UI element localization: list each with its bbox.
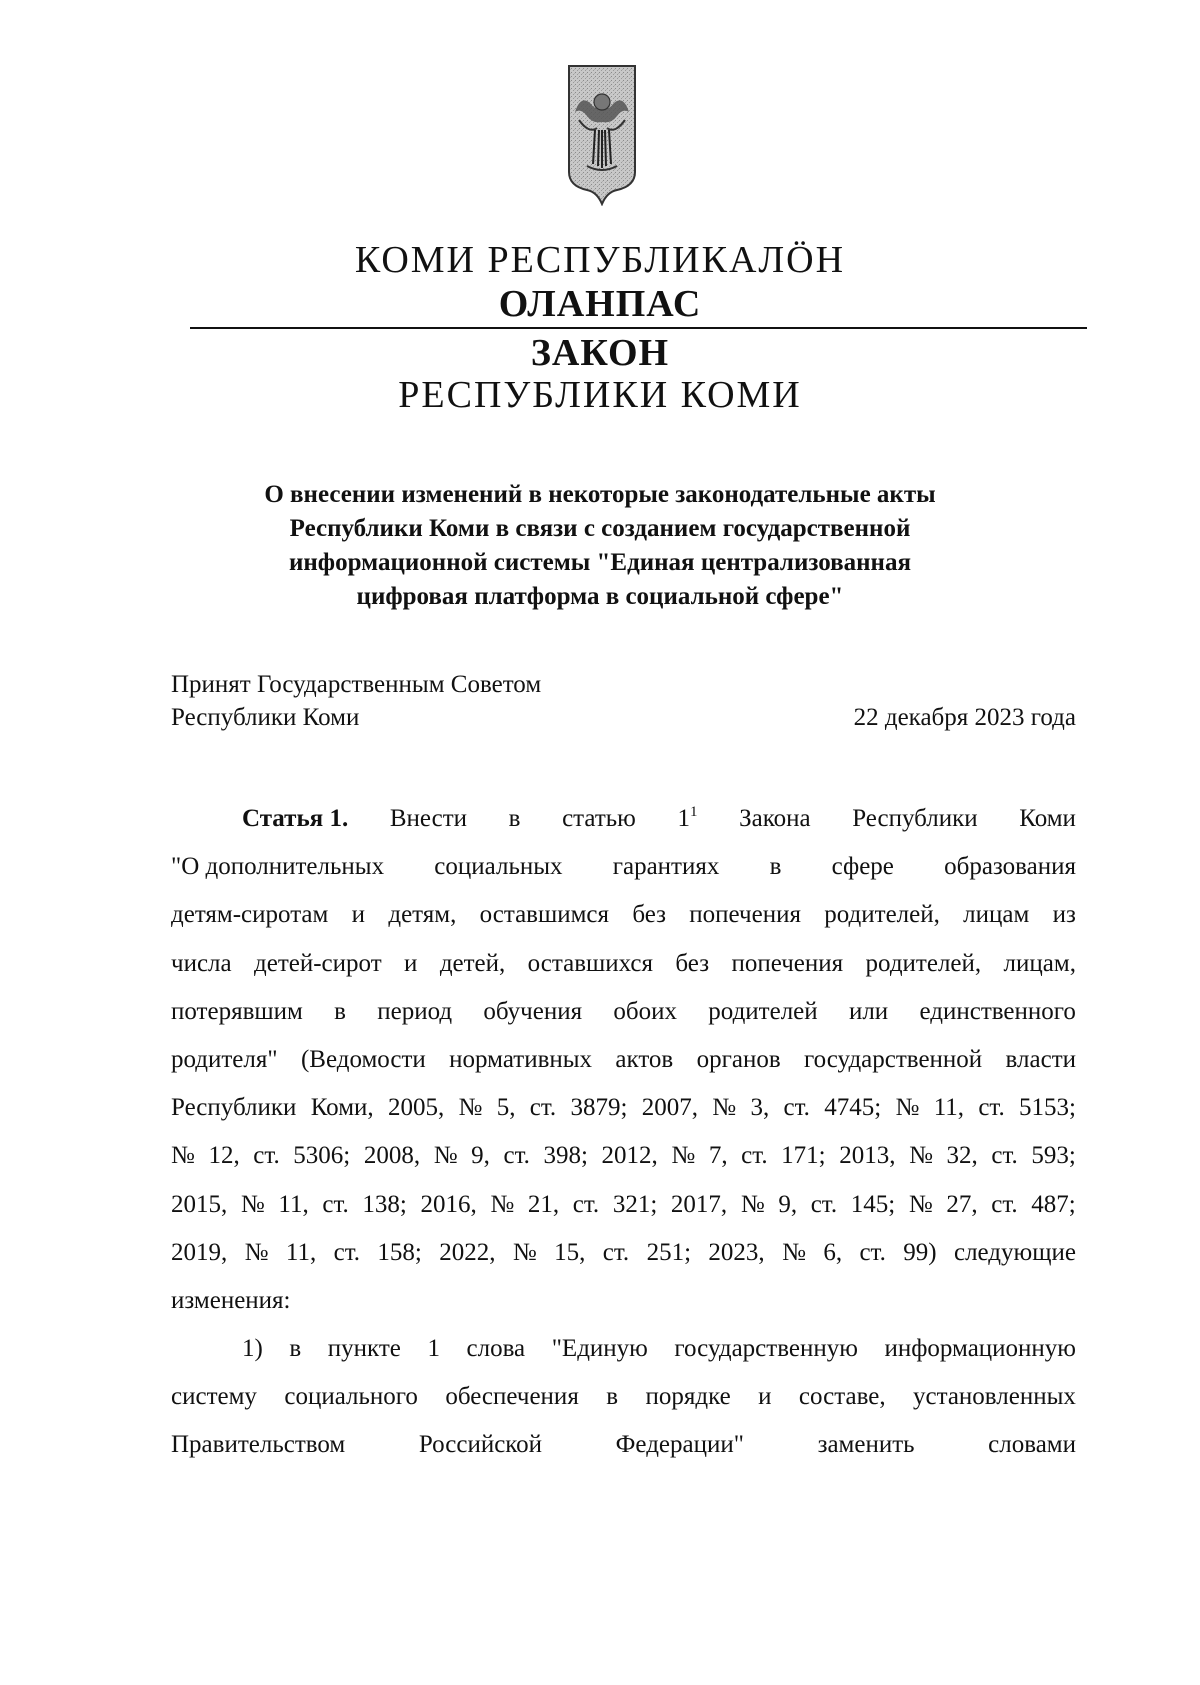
word: 171; bbox=[781, 1142, 826, 1170]
word: органов bbox=[696, 1045, 781, 1073]
word: оставшихся bbox=[527, 949, 654, 977]
word: "Единую bbox=[551, 1335, 648, 1363]
word: государственную bbox=[674, 1335, 858, 1363]
word: ст. bbox=[333, 1238, 361, 1266]
word: 99) bbox=[903, 1238, 937, 1266]
word: пункте bbox=[327, 1335, 401, 1363]
word: № bbox=[782, 1238, 806, 1266]
word: лицам, bbox=[1003, 949, 1076, 977]
word: № bbox=[240, 1190, 265, 1218]
article-1-line bbox=[171, 1132, 1076, 1180]
header-komi-republic: КОМИ РЕСПУБЛИКАЛӦН bbox=[354, 239, 846, 281]
word: 15, bbox=[554, 1238, 586, 1266]
word: попечения bbox=[731, 949, 844, 977]
word: 5, bbox=[496, 1094, 516, 1122]
adoption-line: Республики Коми bbox=[171, 704, 360, 731]
adoption-date: 22 декабря 2023 года bbox=[853, 704, 1076, 731]
word: Коми bbox=[1019, 805, 1076, 832]
word: следующие bbox=[953, 1238, 1076, 1266]
law-title-line: О внесении изменений в некоторые законодательные акты bbox=[264, 481, 936, 508]
word: Республики bbox=[852, 805, 978, 832]
word: № bbox=[171, 1142, 195, 1170]
word: № bbox=[512, 1238, 537, 1266]
word: нормативных bbox=[449, 1045, 593, 1073]
word: 5153; bbox=[1019, 1094, 1076, 1122]
word: (Ведомости bbox=[300, 1045, 426, 1073]
word: 398; bbox=[543, 1142, 588, 1170]
word: единственного bbox=[919, 997, 1076, 1025]
word: в bbox=[769, 853, 782, 881]
word: 21, bbox=[527, 1190, 560, 1218]
word: числа bbox=[171, 949, 232, 977]
word: обеспечения bbox=[445, 1383, 579, 1411]
article-1-line bbox=[171, 1036, 1076, 1084]
word: детей-сирот bbox=[254, 949, 382, 977]
word: установленных bbox=[913, 1383, 1076, 1411]
article-1-line bbox=[171, 891, 1076, 939]
word: детям, bbox=[388, 901, 457, 929]
word: 4745; bbox=[824, 1094, 882, 1122]
word: 12, bbox=[208, 1142, 240, 1170]
word: 145; bbox=[850, 1190, 896, 1218]
word: статью bbox=[562, 805, 636, 832]
word: обучения bbox=[483, 997, 583, 1025]
article-1 bbox=[171, 795, 1076, 1470]
word: и bbox=[404, 949, 418, 977]
word: актов bbox=[615, 1045, 674, 1073]
word: № bbox=[433, 1142, 458, 1170]
word: 2005, bbox=[387, 1094, 445, 1122]
word: государственной bbox=[804, 1045, 983, 1073]
word: 2017, bbox=[670, 1190, 728, 1218]
word: ст. bbox=[602, 1238, 630, 1266]
word: 2023, bbox=[708, 1238, 765, 1266]
word: № bbox=[712, 1094, 737, 1122]
word: № bbox=[490, 1190, 515, 1218]
word: ст. bbox=[253, 1142, 280, 1170]
word: № bbox=[895, 1094, 920, 1122]
word: сфере bbox=[831, 853, 894, 881]
article-1-line bbox=[171, 1181, 1076, 1229]
word: № bbox=[908, 1190, 933, 1218]
word: порядке bbox=[645, 1383, 731, 1411]
word: 2012, bbox=[601, 1142, 658, 1170]
word: Федерации" bbox=[615, 1431, 744, 1459]
word: слова bbox=[466, 1335, 526, 1363]
law-title-line: цифровая платформа в социальной сфере" bbox=[356, 583, 844, 610]
word: 9, bbox=[471, 1142, 490, 1170]
word: период bbox=[377, 997, 453, 1025]
word: 138; bbox=[362, 1190, 407, 1218]
item-1-line bbox=[171, 1421, 1076, 1469]
word: в bbox=[334, 997, 346, 1025]
article-1-line bbox=[171, 1084, 1076, 1132]
word: № bbox=[909, 1142, 933, 1170]
word: или bbox=[848, 997, 889, 1025]
article-1-line bbox=[171, 1229, 1076, 1277]
word: 3879; bbox=[570, 1094, 628, 1122]
word: 2008, bbox=[363, 1142, 421, 1170]
word: родителей bbox=[708, 997, 818, 1025]
word: родителей, bbox=[824, 901, 940, 929]
word: родителя" bbox=[171, 1045, 278, 1073]
word: ст. bbox=[322, 1190, 349, 1218]
law-title-line: информационной системы "Единая централизованная bbox=[289, 549, 911, 576]
word: 2022, bbox=[439, 1238, 496, 1266]
word: № bbox=[740, 1190, 765, 1218]
article-1-line bbox=[171, 1277, 1076, 1325]
word: информационную bbox=[884, 1335, 1076, 1363]
adoption-statement bbox=[171, 668, 541, 734]
word: словами bbox=[988, 1431, 1076, 1459]
word: № bbox=[671, 1142, 696, 1170]
law-title-line: Республики Коми в связи с созданием государственной bbox=[289, 515, 911, 542]
word: Внести bbox=[389, 805, 468, 832]
komi-coat-of-arms-icon bbox=[567, 64, 637, 206]
word: составе, bbox=[798, 1383, 886, 1411]
word: ст. bbox=[529, 1094, 557, 1122]
word: 2019, bbox=[171, 1238, 228, 1266]
word: в bbox=[289, 1335, 302, 1363]
header-zakon: ЗАКОН bbox=[530, 332, 670, 374]
word: в bbox=[508, 805, 521, 832]
word: 2007, bbox=[641, 1094, 698, 1122]
word: 9, bbox=[778, 1190, 798, 1218]
word: без bbox=[632, 901, 666, 929]
article-1-line bbox=[171, 988, 1076, 1036]
word: Закона bbox=[739, 805, 811, 832]
article-label: Статья 1. bbox=[242, 805, 349, 832]
word: 7, bbox=[708, 1142, 728, 1170]
word: Российской bbox=[418, 1431, 543, 1459]
word: образования bbox=[944, 853, 1076, 881]
word: 6, bbox=[823, 1238, 843, 1266]
word: "О дополнительных bbox=[171, 853, 385, 881]
word: 593; bbox=[1031, 1142, 1076, 1170]
word: 251; bbox=[646, 1238, 692, 1266]
word: из bbox=[1052, 901, 1076, 929]
item-1-line bbox=[171, 1325, 1076, 1373]
word: 3, bbox=[750, 1094, 770, 1122]
article-1-line bbox=[171, 795, 1076, 843]
word: № bbox=[244, 1238, 269, 1266]
word: социального bbox=[284, 1383, 418, 1411]
word: ст. bbox=[991, 1190, 1018, 1218]
word: детей, bbox=[439, 949, 506, 977]
word: Республики bbox=[171, 1094, 297, 1122]
word: социальных bbox=[434, 853, 563, 881]
word: ст. bbox=[503, 1142, 530, 1170]
item-1-line bbox=[171, 1373, 1076, 1421]
word: 11, bbox=[285, 1238, 317, 1266]
word: 2015, bbox=[171, 1190, 228, 1218]
word: 321; bbox=[612, 1190, 658, 1218]
word: и bbox=[351, 901, 366, 929]
word: 5306; bbox=[293, 1142, 351, 1170]
word: лицам bbox=[963, 901, 1030, 929]
header-republic-komi: РЕСПУБЛИКИ КОМИ bbox=[398, 374, 802, 416]
word: ст. bbox=[741, 1142, 768, 1170]
word: детям-сиротам bbox=[171, 901, 329, 929]
word: Правительством bbox=[171, 1431, 346, 1459]
word: 11, bbox=[278, 1190, 309, 1218]
word: 1) bbox=[242, 1335, 263, 1363]
article-number bbox=[677, 795, 697, 843]
word: 27, bbox=[946, 1190, 978, 1218]
word: власти bbox=[1005, 1045, 1076, 1073]
word: 487; bbox=[1031, 1190, 1076, 1218]
word: обоих bbox=[613, 997, 677, 1025]
word: попечения bbox=[689, 901, 801, 929]
word: № bbox=[458, 1094, 483, 1122]
word: в bbox=[606, 1383, 619, 1411]
word: 2016, bbox=[420, 1190, 477, 1218]
word: Коми, bbox=[310, 1094, 374, 1122]
word: заменить bbox=[817, 1431, 915, 1459]
header-divider bbox=[190, 327, 1087, 329]
word: ст. bbox=[810, 1190, 838, 1218]
superscript: 1 bbox=[689, 804, 698, 820]
word: ст. bbox=[572, 1190, 600, 1218]
word: без bbox=[675, 949, 710, 977]
word: гарантиях bbox=[612, 853, 720, 881]
word: 32, bbox=[946, 1142, 978, 1170]
article-1-line bbox=[171, 843, 1076, 891]
word: 1 bbox=[427, 1335, 440, 1363]
word: 1 bbox=[677, 805, 690, 832]
word: систему bbox=[171, 1383, 257, 1411]
word: 11, bbox=[933, 1094, 965, 1122]
word: 158; bbox=[377, 1238, 422, 1266]
word: ст. bbox=[859, 1238, 886, 1266]
word: потерявшим bbox=[171, 997, 303, 1025]
header-olanpas: ОЛАНПАС bbox=[498, 283, 702, 325]
word: оставшимся bbox=[479, 901, 610, 929]
adoption-line: Принят Государственным Советом bbox=[171, 671, 542, 698]
article-1-line bbox=[171, 940, 1076, 988]
word: 2013, bbox=[839, 1142, 896, 1170]
word: изменения: bbox=[171, 1286, 291, 1314]
word: ст. bbox=[978, 1094, 1005, 1122]
word: и bbox=[758, 1383, 772, 1411]
word: ст. bbox=[991, 1142, 1018, 1170]
word: родителей, bbox=[865, 949, 982, 977]
word: ст. bbox=[783, 1094, 810, 1122]
law-title bbox=[150, 478, 1050, 614]
